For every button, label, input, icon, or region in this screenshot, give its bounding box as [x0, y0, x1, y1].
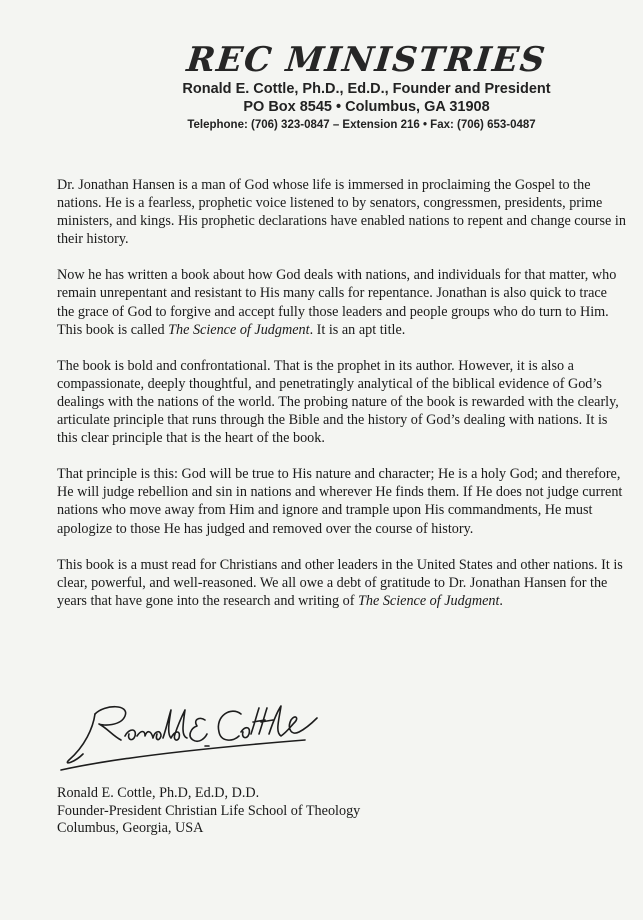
- letter-body: [57, 176, 627, 628]
- paragraph-5: This book is a must read for Christians and other leaders in the United States and other nations. It is clear, powerful, and well-reasoned. We all owe a debt of gratitude to Dr. Jonathan Hansen for the years that have gone into the research and writing of The Science of Judgment.: [57, 556, 623, 609]
- contact-line: Telephone: (706) 323-0847 – Extension 216 • Fax: (706) 653-0487: [187, 119, 536, 131]
- book-title: The Science of Judgment: [168, 321, 310, 338]
- signatory-title: Founder-President Christian Life School of Theology: [57, 802, 361, 819]
- paragraph-1: Dr. Jonathan Hansen is a man of God whose life is immersed in proclaiming the Gospel to the nations. He is a fearless, prophetic voice listened to by senators, congressmen, presidents, prime ministers, and kings. His prophetic declarations have enabled nations to repent and change course in their history.: [57, 177, 626, 248]
- signatory-name: Ronald E. Cottle, Ph.D, Ed.D, D.D.: [57, 785, 260, 801]
- address-line: PO Box 8545 • Columbus, GA 31908: [243, 99, 490, 115]
- handwritten-signature: [55, 696, 325, 776]
- letterhead: [0, 40, 643, 133]
- paragraph-4: That principle is this: God will be true to His nature and character; He is a holy God; and therefore, He will judge rebellion and sin in nations and wherever He finds them. If He does not judge current nations who move away from Him and ignore and trample upon His commandments, He must apologize to those He has judged and removed over the course of history.: [57, 466, 623, 537]
- signature-block: [57, 785, 457, 838]
- book-title: The Science of Judgment: [357, 592, 500, 609]
- organization-name: REC MINISTRIES: [184, 40, 549, 80]
- paragraph-3: The book is bold and confrontational. That is the prophet in its author. However, it is also a compassionate, deeply thoughtful, and penetratingly analytical of the biblical evidence of God’s dealings with the nations of the world. The probing nature of the book is rewarded with the clearly, articulate principle that runs through the Bible and the history of God’s dealing with nations. It is this clear principle that is the heart of the book.: [57, 357, 619, 447]
- founder-line: Ronald E. Cottle, Ph.D., Ed.D., Founder and President: [182, 81, 551, 97]
- paragraph-2: Now he has written a book about how God deals with nations, and individuals for that matter, who remain unrepentant and resistant to His many calls for repentance. Jonathan is also quick to trace the grace of God to forgive and accept fully those leaders and people groups who do turn to Him. This book is called The Science of Judgment. It is an apt title.: [57, 267, 617, 338]
- signatory-location: Columbus, Georgia, USA: [57, 820, 204, 836]
